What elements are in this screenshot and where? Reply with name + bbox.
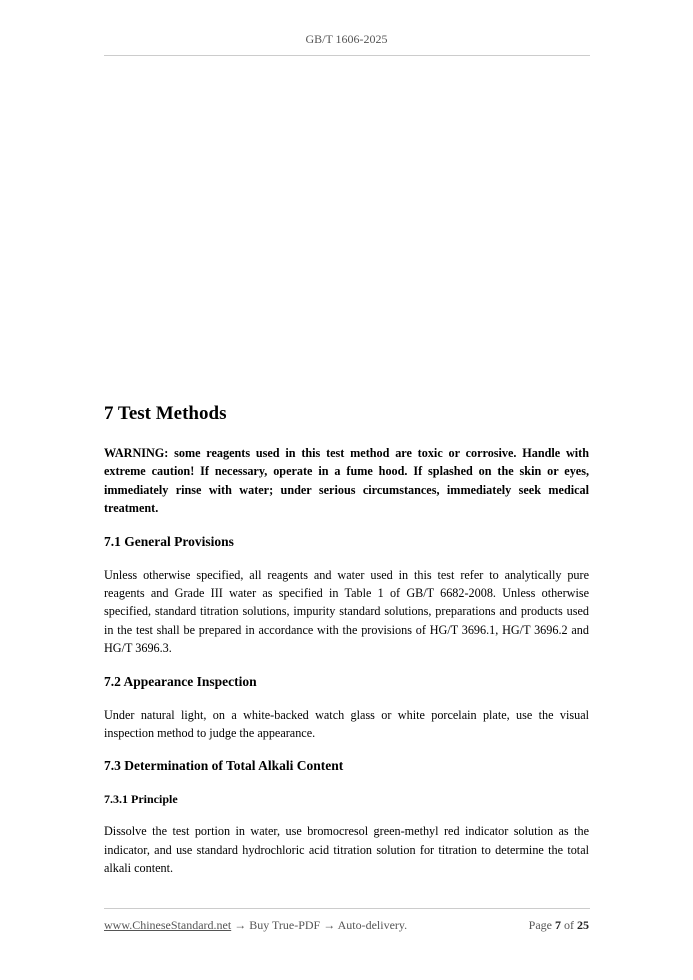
section-7-3-1-text: Dissolve the test portion in water, use bromocresol green-methyl red indicator solution as the indicator, and use standard hydrochloric acid titration solution for titration to determine the total alkali content. (104, 824, 589, 876)
of-label: of (564, 918, 574, 932)
arrow-right-icon: → (323, 918, 336, 932)
arrow-right-icon: → (234, 918, 247, 932)
warning-paragraph: WARNING: some reagents used in this test method are toxic or corrosive. Handle with extreme caution! If necessary, operate in a fume hood. If splashed on the skin or eyes, immediately rinse with water; under serious circumstances, immediately seek medical treatment. (104, 446, 589, 516)
auto-delivery-text: Auto-delivery. (337, 918, 408, 932)
page-current: 7 (555, 918, 561, 932)
page-label: Page (528, 918, 552, 932)
section-7-heading: 7 Test Methods (104, 403, 227, 424)
page-total: 25 (577, 918, 589, 932)
section-7-3-heading: 7.3 Determination of Total Alkali Content (104, 758, 344, 774)
section-7-2-heading: 7.2 Appearance Inspection (104, 673, 257, 689)
chinesestandard-link[interactable]: www.ChineseStandard.net (104, 918, 232, 932)
header-divider (104, 55, 590, 56)
section-7-2-text: Under natural light, on a white-backed watch glass or white porcelain plate, use the visual inspection method to judge the appearance. (104, 707, 589, 741)
header-title: GB/T 1606-2025 (305, 32, 388, 46)
section-7-3-1-heading: 7.3.1 Principle (104, 792, 178, 807)
page-indicator (529, 918, 589, 933)
section-7-1-heading: 7.1 General Provisions (104, 533, 234, 549)
footer-links (104, 918, 407, 933)
buy-true-pdf-text: Buy True-PDF (249, 918, 321, 932)
page-content (104, 400, 589, 878)
footer-divider (104, 908, 590, 909)
section-7-1-text: Unless otherwise specified, all reagents and water used in this test refer to analytically pure reagents and Grade III water as specified in Table 1 of GB/T 6682-2008. Unless otherwise specified, standard titration solutions, impurity standard solutions, preparations and products used in the test shall be prepared in accordance with the provisions of HG/T 3696.1, HG/T 3696.2 and HG/T 3696.3. (104, 567, 589, 656)
